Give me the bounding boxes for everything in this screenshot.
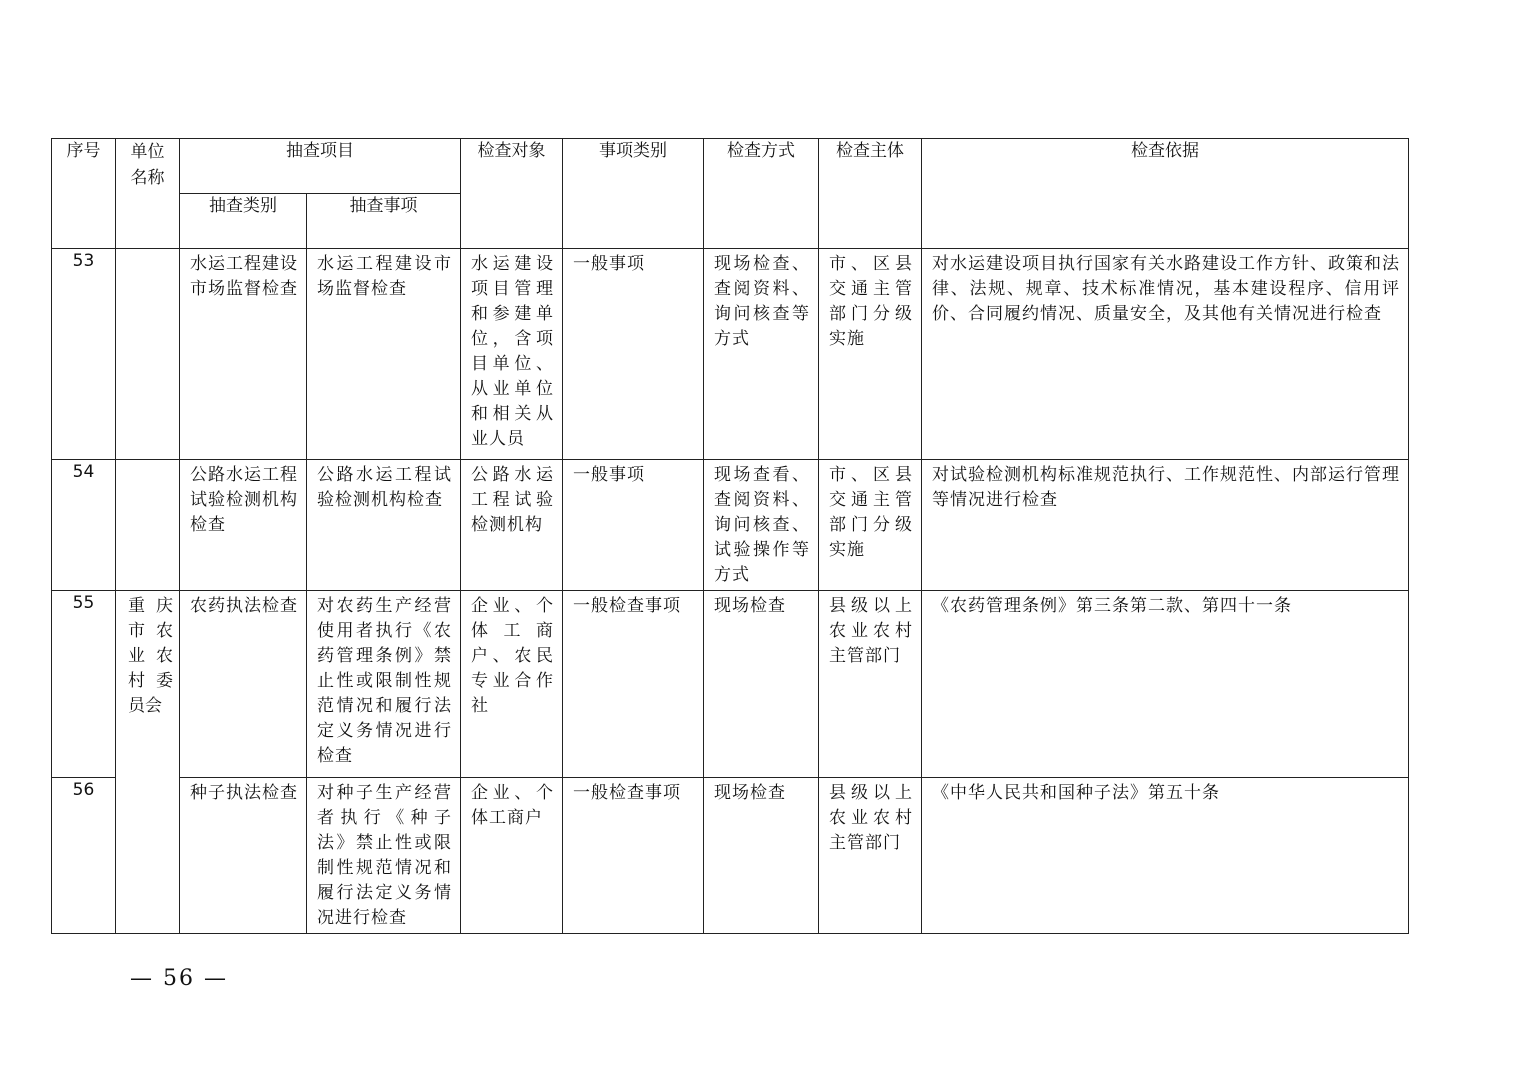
row-subject: 市、区县交通主管部门分级实施 bbox=[819, 460, 922, 591]
table-row bbox=[52, 460, 1409, 591]
row-category: 种子执法检查 bbox=[180, 778, 307, 934]
row-seq: 54 bbox=[52, 460, 116, 591]
header-method: 检查方式 bbox=[704, 139, 819, 249]
header-item: 抽查项目 bbox=[180, 139, 461, 194]
row-type: 一般检查事项 bbox=[563, 591, 704, 778]
row-unit bbox=[116, 460, 180, 591]
row-basis: 《中华人民共和国种子法》第五十条 bbox=[922, 778, 1409, 934]
header-category: 抽查类别 bbox=[180, 194, 307, 249]
row-basis: 对试验检测机构标准规范执行、工作规范性、内部运行管理等情况进行检查 bbox=[922, 460, 1409, 591]
header-target: 检查对象 bbox=[461, 139, 563, 249]
row-category: 公路水运工程试验检测机构检查 bbox=[180, 460, 307, 591]
row-method: 现场检查 bbox=[704, 778, 819, 934]
row-target: 公路水运工程试验检测机构 bbox=[461, 460, 563, 591]
inspection-table bbox=[51, 138, 1409, 934]
row-target: 水运建设项目管理和参建单位，含项目单位、从业单位和相关从业人员 bbox=[461, 249, 563, 460]
row-type: 一般检查事项 bbox=[563, 778, 704, 934]
row-subject: 市、区县交通主管部门分级实施 bbox=[819, 249, 922, 460]
row-subject: 县级以上农业农村主管部门 bbox=[819, 778, 922, 934]
table-row bbox=[52, 591, 1409, 778]
header-subject: 检查主体 bbox=[819, 139, 922, 249]
row-type: 一般事项 bbox=[563, 460, 704, 591]
row-method: 现场检查 bbox=[704, 591, 819, 778]
row-category: 农药执法检查 bbox=[180, 591, 307, 778]
row-seq: 53 bbox=[52, 249, 116, 460]
row-type: 一般事项 bbox=[563, 249, 704, 460]
header-seq: 序号 bbox=[52, 139, 116, 249]
row-unit: 重庆市农业农村委员会 bbox=[116, 591, 180, 934]
row-method: 现场检查、查阅资料、询问核查等方式 bbox=[704, 249, 819, 460]
row-subject: 县级以上农业农村主管部门 bbox=[819, 591, 922, 778]
row-category: 水运工程建设市场监督检查 bbox=[180, 249, 307, 460]
header-unit: 单位名称 bbox=[116, 139, 180, 249]
header-type: 事项类别 bbox=[563, 139, 704, 249]
row-method: 现场查看、查阅资料、询问核查、试验操作等方式 bbox=[704, 460, 819, 591]
row-matter: 对种子生产经营者执行《种子法》禁止性或限制性规范情况和履行法定义务情况进行检查 bbox=[307, 778, 461, 934]
row-target: 企业、个体工商户、农民专业合作社 bbox=[461, 591, 563, 778]
page-number: — 56 — bbox=[130, 966, 228, 991]
table-row bbox=[52, 249, 1409, 460]
table-row bbox=[52, 778, 1409, 934]
header-matter: 抽查事项 bbox=[307, 194, 461, 249]
header-basis: 检查依据 bbox=[922, 139, 1409, 249]
row-unit bbox=[116, 249, 180, 460]
row-seq: 56 bbox=[52, 778, 116, 934]
row-matter: 公路水运工程试验检测机构检查 bbox=[307, 460, 461, 591]
row-target: 企业、个体工商户 bbox=[461, 778, 563, 934]
row-basis: 《农药管理条例》第三条第二款、第四十一条 bbox=[922, 591, 1409, 778]
row-basis: 对水运建设项目执行国家有关水路建设工作方针、政策和法律、法规、规章、技术标准情况，基本建设程序、信用评价、合同履约情况、质量安全，及其他有关情况进行检查 bbox=[922, 249, 1409, 460]
row-seq: 55 bbox=[52, 591, 116, 778]
row-matter: 水运工程建设市场监督检查 bbox=[307, 249, 461, 460]
row-matter: 对农药生产经营使用者执行《农药管理条例》禁止性或限制性规范情况和履行法定义务情况进行检查 bbox=[307, 591, 461, 778]
